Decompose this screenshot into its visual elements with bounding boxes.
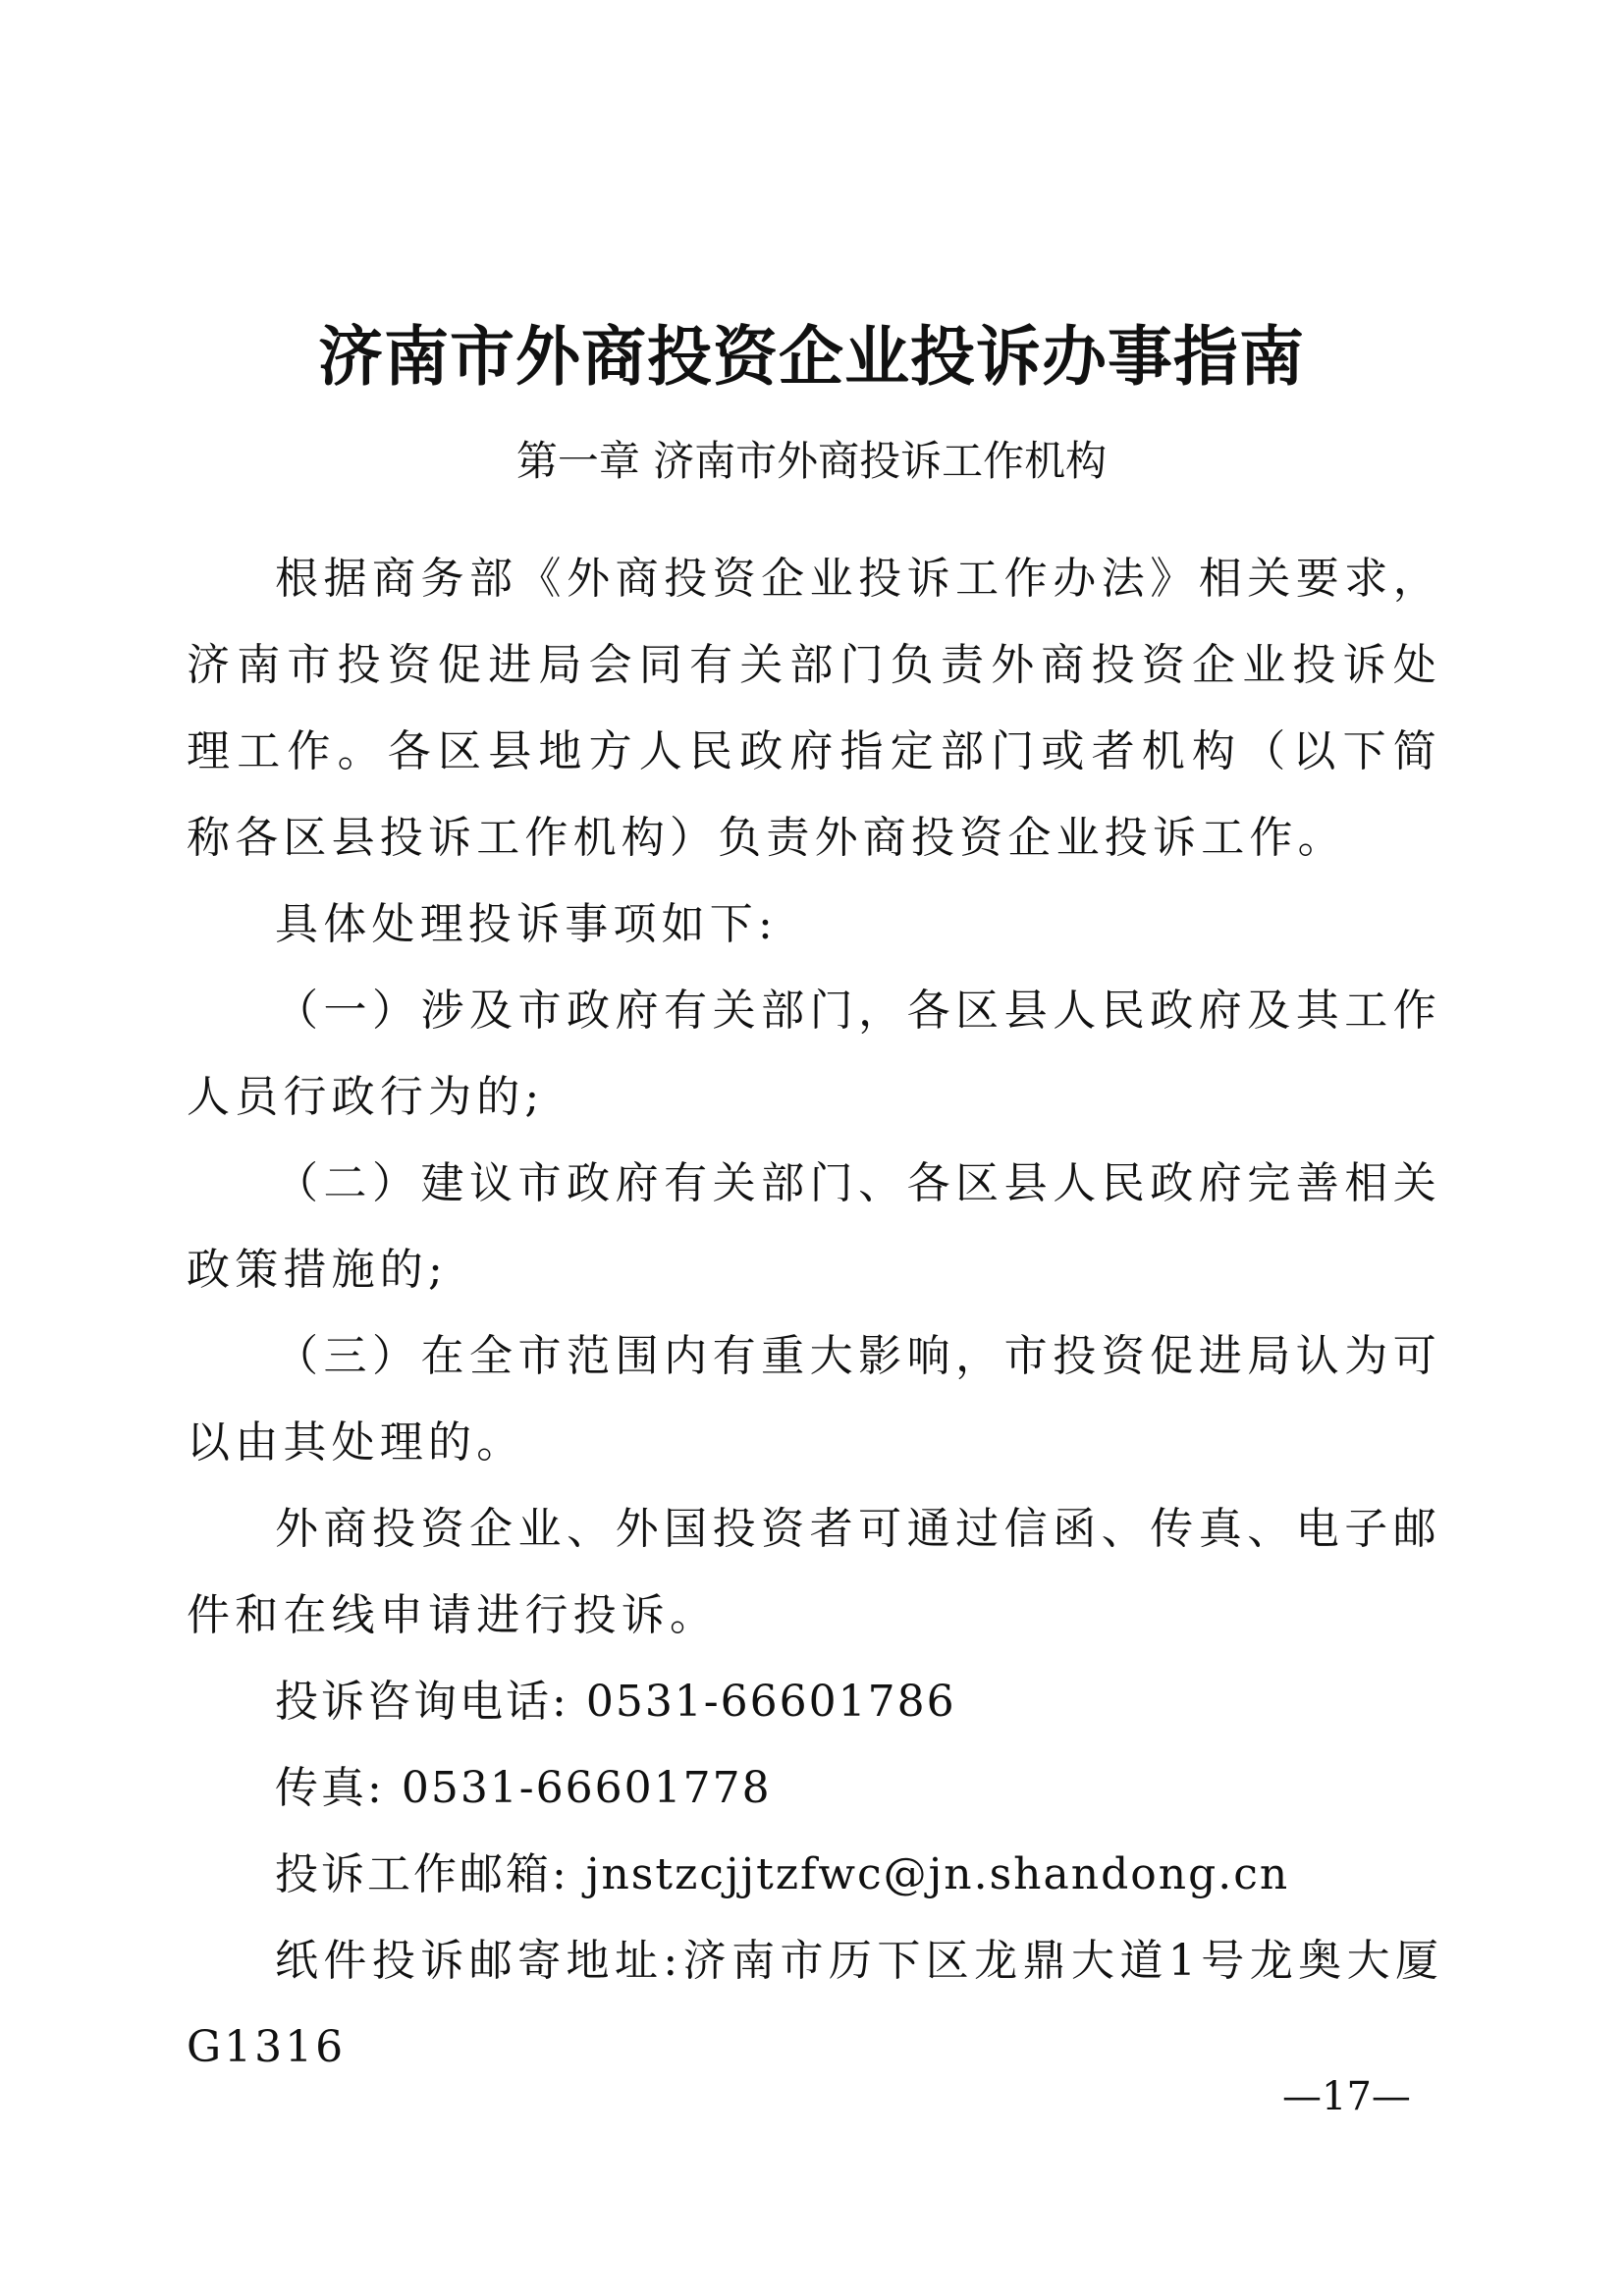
contact-fax-value: 0531-66601778 xyxy=(401,1763,772,1813)
chapter-heading: 第一章 济南市外商投诉工作机构 xyxy=(515,437,1108,485)
document-title: 济南市外商投资企业投诉办事指南 xyxy=(318,318,1305,395)
contact-fax-label: 传真: xyxy=(275,1763,385,1813)
contact-phone-value: 0531-66601786 xyxy=(585,1677,956,1727)
paragraph-items-heading: 具体处理投诉事项如下: xyxy=(275,899,779,949)
contact-address-value: 济南市历下区龙鼎大道1号龙奥大厦G1316 xyxy=(187,1936,1441,2072)
document-body xyxy=(187,536,1441,2091)
paragraph-item-1: （一）涉及市政府有关部门，各区县人民政府及其工作人员行政行为的; xyxy=(187,986,1441,1122)
contact-phone-label: 投诉咨询电话: xyxy=(275,1677,569,1727)
contact-address xyxy=(187,1918,1441,2091)
contact-phone xyxy=(187,1659,1441,1745)
contact-address-label: 纸件投诉邮寄地址: xyxy=(275,1936,681,1986)
paragraph-channels: 外商投资企业、外国投资者可通过信函、传真、电子邮件和在线申请进行投诉。 xyxy=(187,1504,1441,1640)
paragraph-intro: 根据商务部《外商投资企业投诉工作办法》相关要求，济南市投资促进局会同有关部门负责外商投资企业投诉处理工作。各区县地方人民政府指定部门或者机构（以下简称各区县投诉工作机构）负责外商投资企业投诉工作。 xyxy=(187,554,1441,863)
contact-email-value: jnstzcjjtzfwc@jn.shandong.cn xyxy=(585,1849,1290,1899)
page-number: —17— xyxy=(1282,2074,1411,2119)
contact-fax xyxy=(187,1745,1441,1832)
paragraph-item-2: （二）建议市政府有关部门、各区县人民政府完善相关政策措施的; xyxy=(187,1158,1441,1295)
contact-email-label: 投诉工作邮箱: xyxy=(275,1849,569,1899)
paragraph-item-3: （三）在全市范围内有重大影响，市投资促进局认为可以由其处理的。 xyxy=(187,1331,1441,1468)
contact-email xyxy=(187,1832,1441,1918)
